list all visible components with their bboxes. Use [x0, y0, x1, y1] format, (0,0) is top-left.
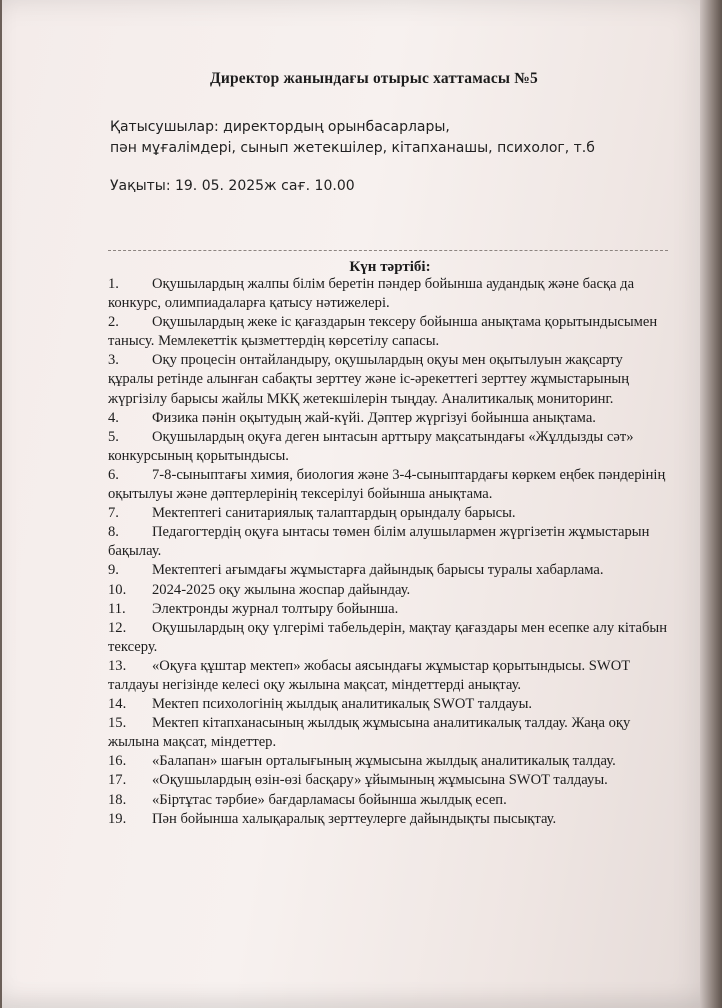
agenda-item: [108, 466, 668, 504]
agenda-item-number: 13.: [108, 657, 127, 674]
agenda-item-number: 16.: [108, 753, 127, 770]
agenda-item-text: Оқу процесін онтайландыру, оқушылардың оқуы мен оқытылуын жақсарту құралы ретінде алынған сабақты зерттеу және іс-әрекеттегі зерттеу жұмыстарының жүргізілу барысы жайлы МКҚ жетекшілерін тыңдау. Аналитикалық мониторинг.: [108, 352, 630, 407]
agenda-item-number: 7.: [108, 505, 119, 522]
agenda-item: [108, 752, 668, 771]
agenda-item-text: 2024-2025 оқу жылына жоспар дайындау.: [152, 581, 411, 598]
agenda-item: [108, 810, 668, 829]
agenda-item-text: Мектептегі ағымдағы жұмыстарға дайындық барысы туралы хабарлама.: [152, 562, 604, 579]
agenda-item-number: 8.: [108, 524, 119, 541]
agenda-item-text: «Біртұтас тәрбие» бағдарламасы бойынша жылдық есеп.: [152, 791, 507, 808]
agenda-item-number: 6.: [108, 466, 119, 483]
participants-line-1: Қатысушылар: директордың орынбасарлары,: [110, 119, 450, 135]
agenda-item: [108, 714, 668, 752]
agenda-item: [108, 771, 668, 790]
agenda-item: [108, 409, 668, 428]
agenda-item: [108, 275, 668, 313]
agenda-item-number: 18.: [108, 791, 127, 808]
agenda-item-number: 3.: [108, 352, 119, 369]
participants-line-2: пән мұғалімдері, сынып жетекшілер, кітапханашы, психолог, т.б: [110, 140, 595, 156]
participants: [110, 117, 595, 159]
agenda-item: [108, 313, 668, 351]
agenda-item-text: «Оқуға құштар мектеп» жобасы аясындағы жұмыстар қорытындысы. SWOT талдауы негізінде келесі оқу жылына мақсат, міндеттерді анықтау.: [108, 657, 630, 693]
agenda-item-number: 4.: [108, 409, 119, 426]
agenda-item-number: 11.: [108, 600, 126, 617]
agenda-item-number: 14.: [108, 696, 127, 713]
agenda-item: [108, 600, 668, 619]
agenda-item-number: 19.: [108, 810, 127, 827]
agenda-item-text: Физика пәнін оқытудың жай-күйі. Дәптер жүргізуі бойынша анықтама.: [152, 409, 596, 426]
agenda-item: [108, 581, 668, 600]
agenda-item: [108, 504, 668, 523]
agenda-item-text: «Оқушылардың өзін-өзі басқару» ұйымының жұмысына SWOT талдауы.: [152, 772, 608, 789]
agenda-item-text: Оқушылардың жеке іс қағаздарын тексеру бойынша анықтама қорытындысымен танысу. Мемлекеттік қызметтердің көрсетілу сапасы.: [108, 314, 658, 350]
agenda-item-number: 5.: [108, 428, 119, 445]
agenda-heading: Күн тәртібі:: [349, 259, 431, 275]
agenda-item: [108, 351, 668, 408]
background-edge: [700, 0, 722, 1008]
agenda-item-text: Оқушылардың жалпы білім беретін пәндер бойынша аудандық және басқа да конкурс, олимпиадаларға қатысу нәтижелері.: [108, 276, 635, 312]
agenda-item-text: Педагогтердің оқуға ынтасы төмен білім алушылармен жүргізетін жұмыстарын бақылау.: [108, 524, 650, 560]
agenda-item-number: 17.: [108, 772, 127, 789]
agenda-item-text: Мектеп психологінің жылдық аналитикалық SWOT талдауы.: [152, 696, 533, 713]
document-title: Директор жанындағы отырыс хаттамасы №5: [209, 70, 539, 87]
agenda-item-text: Электронды журнал толтыру бойынша.: [152, 600, 399, 617]
agenda-item: [108, 657, 668, 695]
meeting-time: Уақыты: 19. 05. 2025ж сағ. 10.00: [110, 178, 355, 194]
agenda-item-number: 12.: [108, 619, 127, 636]
agenda-item-text: Оқушылардың оқу үлгерімі табельдерін, мақтау қағаздары мен есепке алу кітабын тексеру.: [108, 619, 668, 655]
agenda-item-text: Пән бойынша халықаралық зерттеулерге дайындықты пысықтау.: [152, 810, 557, 827]
agenda-item-number: 1.: [108, 276, 119, 292]
agenda-item: [108, 561, 668, 580]
agenda-item-number: 2.: [108, 314, 119, 331]
agenda-item-number: 10.: [108, 581, 127, 598]
agenda-item: [108, 523, 668, 561]
agenda-item-number: 15.: [108, 715, 127, 732]
agenda-item: [108, 428, 668, 466]
agenda-item: [108, 791, 668, 810]
agenda-item-number: 9.: [108, 562, 119, 579]
agenda-item-text: Оқушылардың оқуға деген ынтасын арттыру мақсатындағы «Жұлдызды сәт» конкурсының қорытындысы.: [108, 428, 634, 464]
agenda-list: [108, 275, 668, 829]
agenda-item-text: 7-8-сыныптағы химия, биология және 3-4-сыныптардағы көркем еңбек пәндерінің оқытылуы және дәптерлерінің тексерілуі бойынша анықтама.: [108, 466, 666, 503]
agenda-item-text: Мектеп кітапханасының жылдық жұмысына аналитикалық талдау. Жаңа оқу жылына мақсат, міндеттер.: [108, 715, 631, 751]
agenda-item: [108, 695, 668, 714]
agenda-item-text: Мектептегі санитариялық талаптардың орындалу барысы.: [152, 505, 516, 522]
agenda-item-text: «Балапан» шағын орталығының жұмысына жылдық аналитикалық талдау.: [152, 753, 616, 770]
divider-line: [108, 250, 668, 251]
agenda-item: [108, 619, 668, 657]
